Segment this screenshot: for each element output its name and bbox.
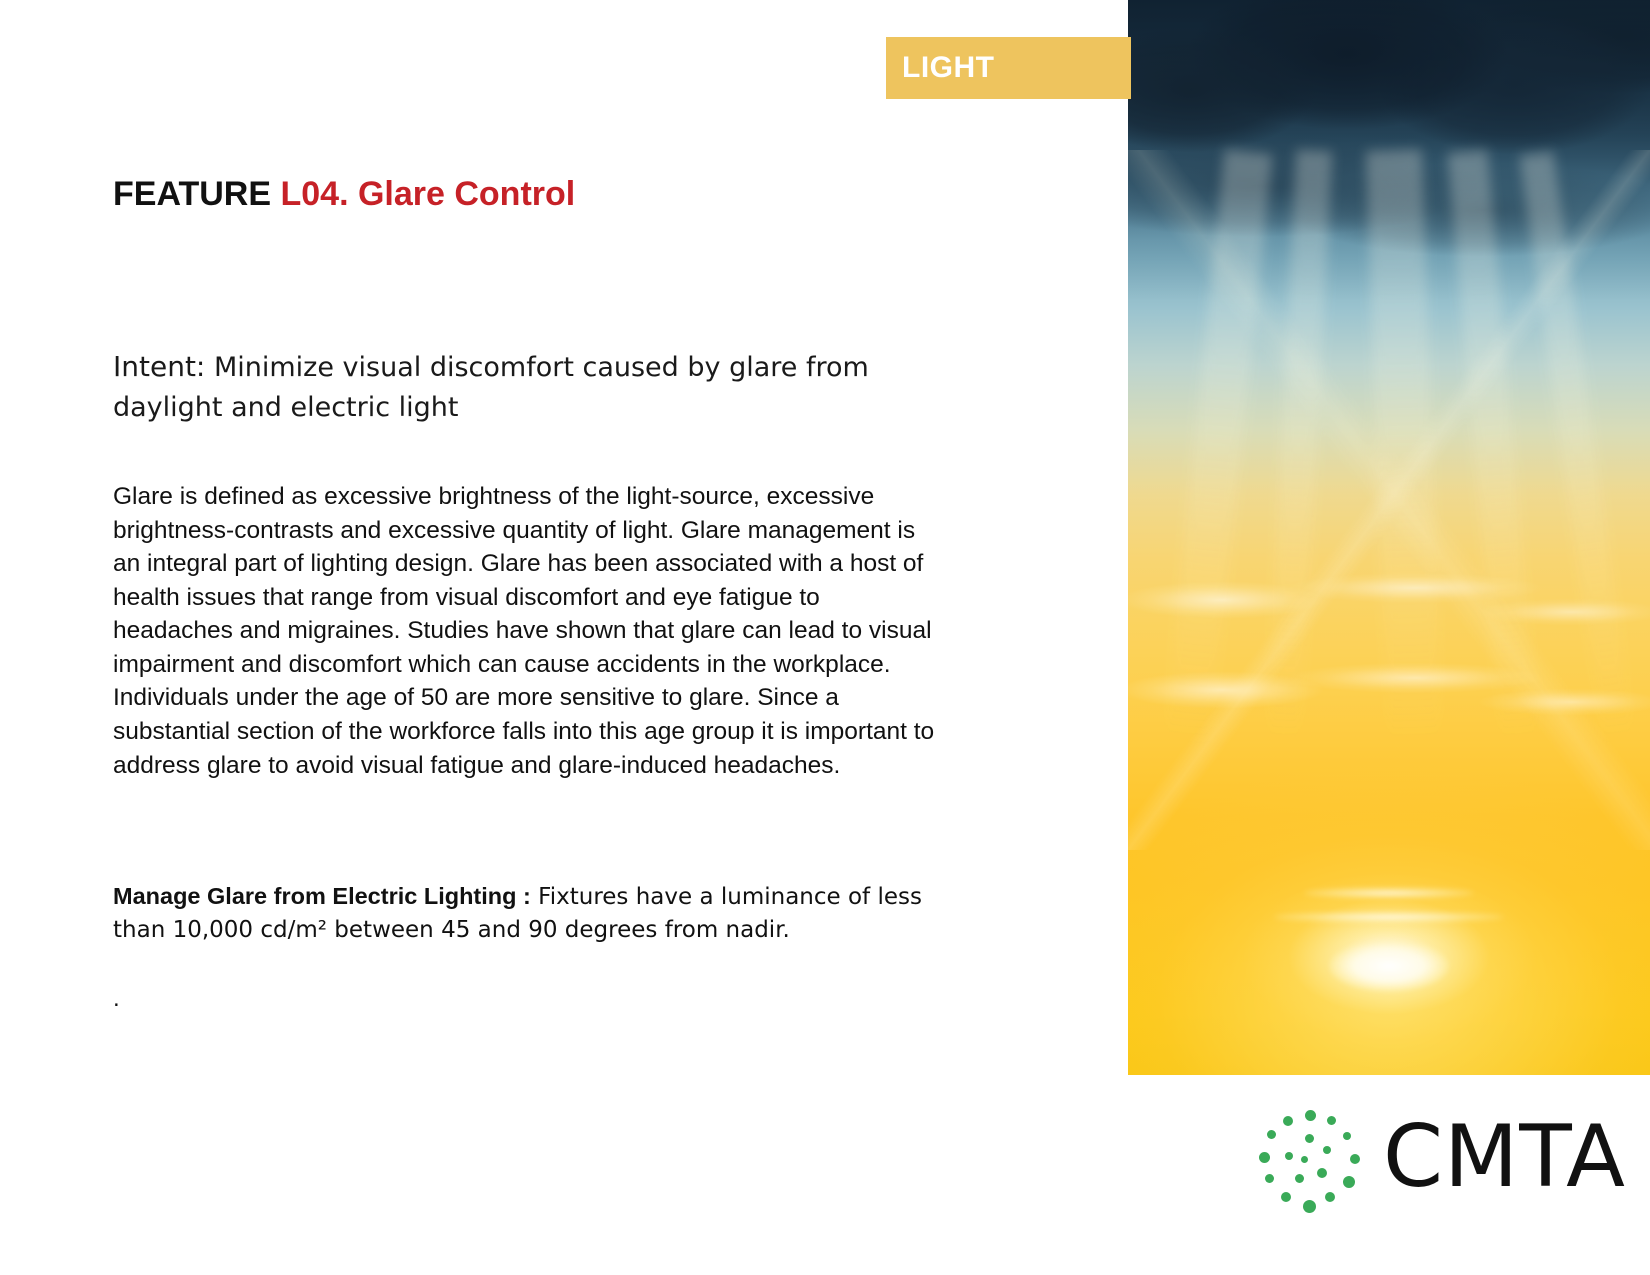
cmta-logo	[1255, 1108, 1625, 1223]
feature-code: L04. Glare Control	[280, 175, 576, 213]
light-banner-label: LIGHT	[902, 51, 995, 84]
manage-glare-text: Fixtures have a luminance of less than 10,000 cd/m² between 45 and 90 degrees from nadir.	[113, 884, 922, 943]
intent-label: Intent:	[113, 350, 206, 383]
trailing-dot: .	[113, 985, 120, 1012]
intent-text: Minimize visual discomfort caused by glare from daylight and electric light	[113, 352, 869, 423]
feature-prefix: FEATURE	[113, 175, 281, 213]
page-title	[113, 175, 575, 214]
sun-core	[1329, 940, 1449, 992]
light-category-banner	[886, 37, 1131, 99]
dark-cloud-mass	[1128, 0, 1650, 300]
manage-glare-section	[113, 880, 943, 946]
intent-statement	[113, 347, 913, 427]
sun-streak	[1304, 888, 1474, 898]
sunset-sky-image	[1128, 0, 1650, 1075]
body-paragraph: Glare is defined as excessive brightness of the light-source, excessive brightness-contrasts and excessive quantity of light. Glare management is an integral part of lighting design. Glare has been associated with a host of health issues that range from visual discomfort and eye fatigue to headaches and migraines. Studies have shown that glare can lead to visual impairment and discomfort which can cause accidents in the workplace. Individuals under the age of 50 are more sensitive to glare. Since a substantial section of the workforce falls into this age group it is important to address glare to avoid visual fatigue and glare-induced headaches.	[113, 483, 935, 779]
cmta-logo-text: CMTA	[1383, 1107, 1626, 1207]
manage-glare-label: Manage Glare from Electric Lighting :	[113, 883, 531, 909]
cmta-logo-dots-icon	[1255, 1108, 1367, 1220]
sun-streak	[1274, 912, 1504, 922]
